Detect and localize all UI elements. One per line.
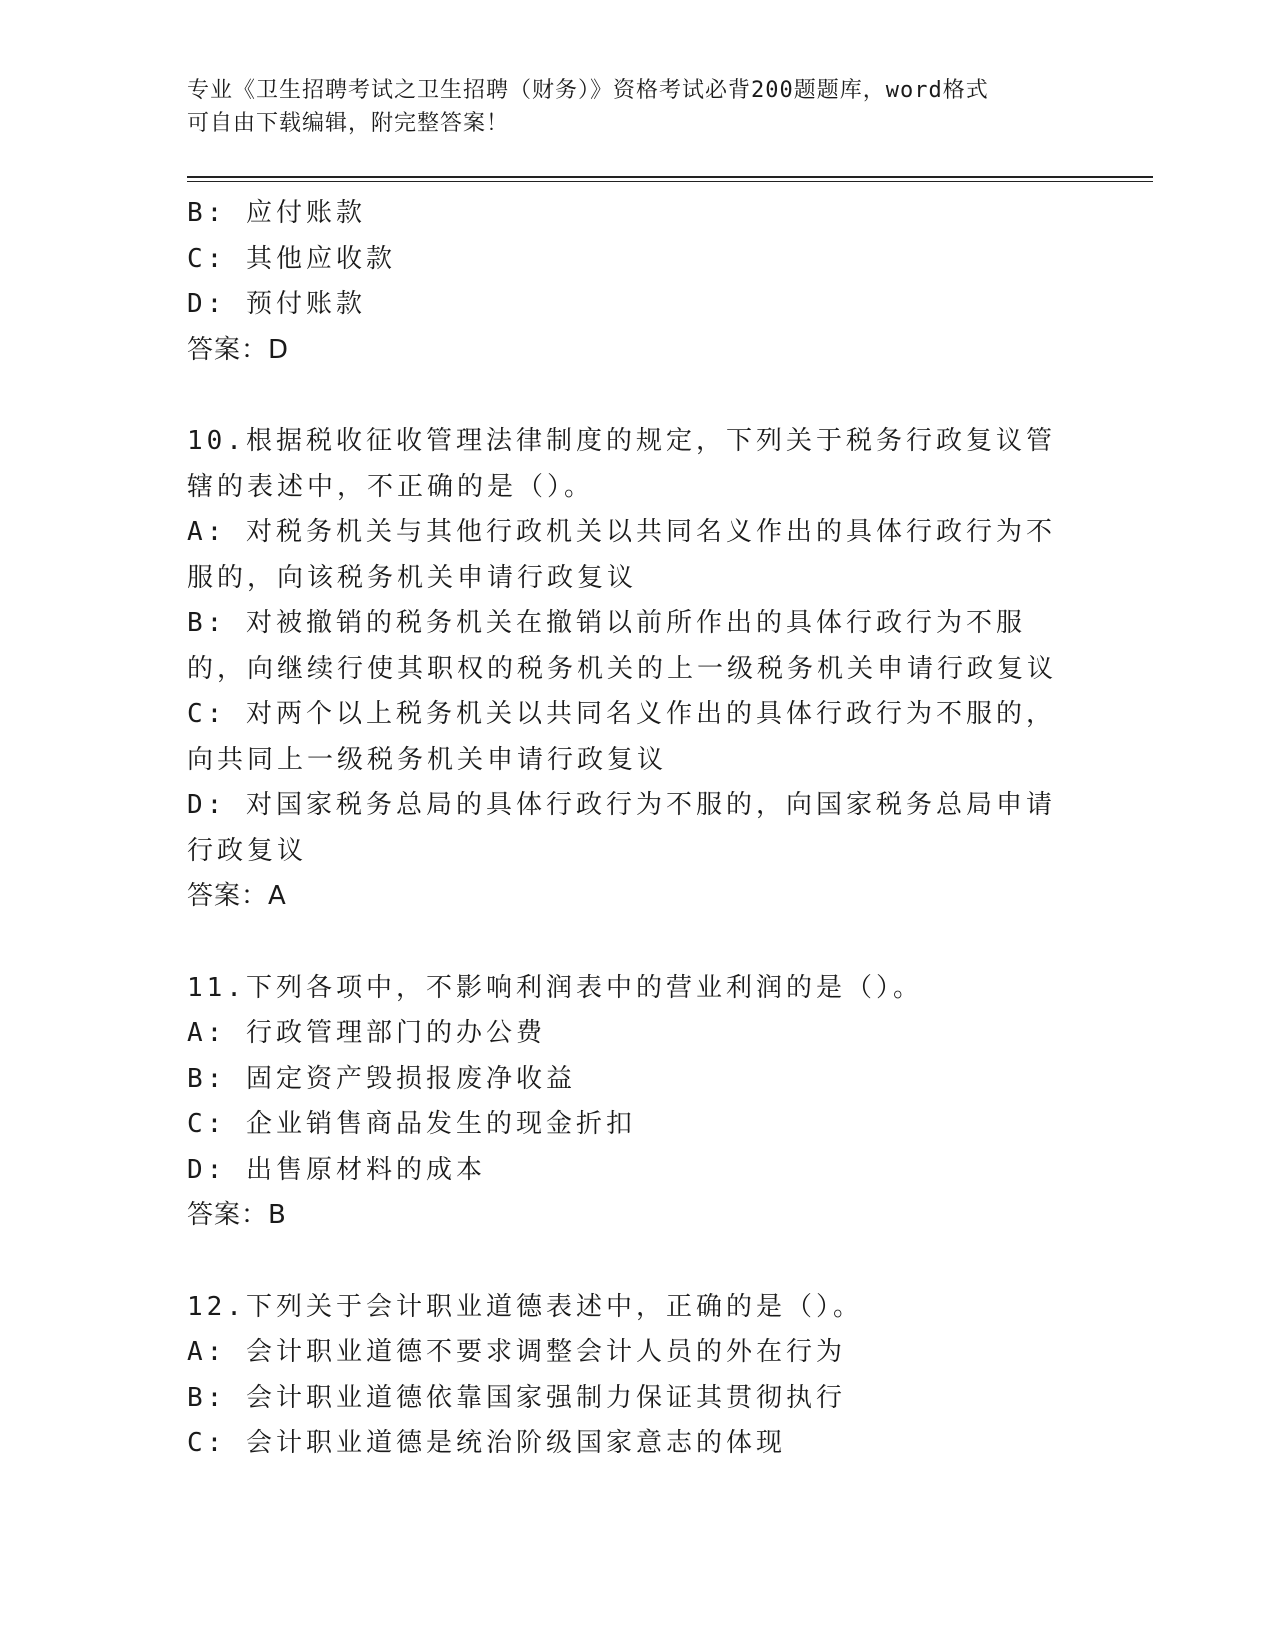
option-c: C: 会计职业道德是统治阶级国家意志的体现 — [187, 1428, 786, 1458]
answer-label: 答案：D — [187, 334, 290, 365]
question-9-tail — [187, 191, 1077, 373]
question-gap — [187, 373, 1077, 419]
question-gap — [187, 920, 1077, 966]
option-a: A: 行政管理部门的办公费 — [187, 1018, 546, 1048]
option-b: B: 固定资产毁损报废净收益 — [187, 1063, 576, 1094]
question-list — [187, 191, 1077, 1467]
header-line-1: 专业《卫生招聘考试之卫生招聘（财务）》资格考试必背200题题库，word格式 — [187, 78, 989, 103]
option-c: C: 企业销售商品发生的现金折扣 — [187, 1109, 636, 1139]
question-stem: 12.下列关于会计职业道德表述中，正确的是（）。 — [187, 1291, 863, 1322]
option-a: A: 会计职业道德不要求调整会计人员的外在行为 — [187, 1337, 846, 1367]
option-d: D: 对国家税务总局的具体行政行为不服的，向国家税务总局申请行政复议 — [187, 790, 1056, 866]
question-stem: 10.根据税收征收管理法律制度的规定，下列关于税务行政复议管辖的表述中，不正确的是（）。 — [187, 426, 1056, 502]
question-gap — [187, 1239, 1077, 1285]
header-line-2: 可自由下载编辑，附完整答案！ — [187, 111, 510, 136]
option-c: C: 对两个以上税务机关以共同名义作出的具体行政行为不服的，向共同上一级税务机关申请行政复议 — [187, 699, 1056, 775]
header-rule-thick — [187, 176, 1153, 178]
option-b: B: 对被撤销的税务机关在撤销以前所作出的具体行政行为不服的，向继续行使其职权的税务机关的上一级税务机关申请行政复议 — [187, 608, 1058, 684]
header-rule-thin — [187, 181, 1153, 182]
answer-label: 答案：B — [187, 1200, 287, 1230]
question-12 — [187, 1285, 1077, 1467]
option-b: B: 会计职业道德依靠国家强制力保证其贯彻执行 — [187, 1382, 846, 1413]
option-a: A: 对税务机关与其他行政机关以共同名义作出的具体行政行为不服的，向该税务机关申请行政复议 — [187, 517, 1056, 593]
option-d: D: 预付账款 — [187, 289, 366, 319]
answer-label: 答案：A — [187, 881, 287, 911]
question-11 — [187, 966, 1077, 1239]
question-10 — [187, 419, 1077, 920]
option-c: C: 其他应收款 — [187, 243, 396, 274]
option-b: B: 应付账款 — [187, 198, 366, 228]
document-header — [187, 74, 1067, 140]
option-d: D: 出售原材料的成本 — [187, 1154, 486, 1185]
question-stem: 11.下列各项中，不影响利润表中的营业利润的是（）。 — [187, 972, 923, 1003]
